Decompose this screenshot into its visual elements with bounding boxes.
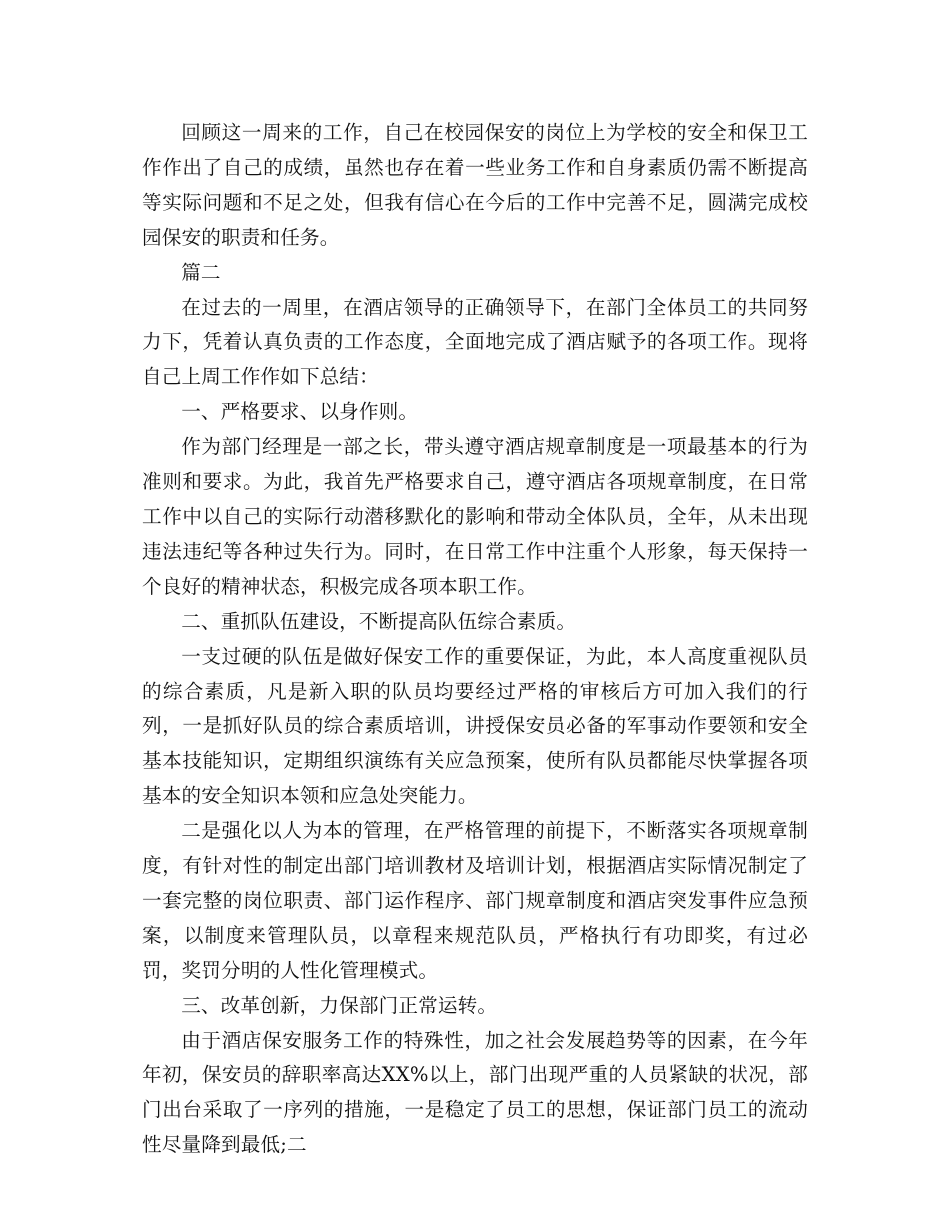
heading-strict-requirements: 一、严格要求、以身作则。	[181, 400, 419, 424]
paragraph-team-quality: 一支过硬的队伍是做好保安工作的重要保证，为此，本人高度重视队员的综合素质，凡是新入职的队员均要经过严格的审核后方可加入我们的行列，一是抓好队员的综合素质培训，讲授保安员必备的军事动作要领和安全基本技能知识，定期组织演练有关应急预案，使所有队员都能尽快掌握各项基本的安全知识本领和应急处突能力。	[142, 644, 808, 808]
heading-reform-innovation: 三、改革创新，力保部门正常运转。	[181, 993, 498, 1017]
paragraph-review-week: 回顾这一周来的工作，自己在校园保安的岗位上为学校的安全和保卫工作作出了自己的成绩，虽然也存在着一些业务工作和自身素质仍需不断提高等实际问题和不足之处，但我有信心在今后的工作中完善不足，圆满完成校园保安的职责和任务。	[142, 121, 808, 249]
paragraph-intro-summary: 在过去的一周里，在酒店领导的正确领导下，在部门全体员工的共同努力下，凭着认真负责的工作态度，全面地完成了酒店赋予的各项工作。现将自己上周工作作如下总结：	[142, 295, 808, 389]
document-body	[142, 116, 808, 1163]
paragraph-special-nature: 由于酒店保安服务工作的特殊性，加之社会发展趋势等的因素，在今年年初，保安员的辞职率高达XX%以上，部门出现严重的人员紧缺的状况，部门出台采取了一序列的措施，一是稳定了员工的思想，保证部门员工的流动性尽量降到最低;二	[142, 1028, 808, 1157]
paragraph-department-manager: 作为部门经理是一部之长，带头遵守酒店规章制度是一项最基本的行为准则和要求。为此，我首先严格要求自己，遵守酒店各项规章制度，在日常工作中以自己的实际行动潜移默化的影响和带动全体队员，全年，从未出现违法违纪等各种过失行为。同时，在日常工作中注重个人形象，每天保持一个良好的精神状态，积极完成各项本职工作。	[142, 435, 808, 598]
heading-team-building: 二、重抓队伍建设，不断提高队伍综合素质。	[181, 609, 577, 633]
section-heading-part-two: 篇二	[181, 260, 221, 284]
paragraph-people-oriented-management: 二是强化以人为本的管理，在严格管理的前提下，不断落实各项规章制度，有针对性的制定出部门培训教材及培训计划，根据酒店实际情况制定了一套完整的岗位职责、部门运作程序、部门规章制度和酒店突发事件应急预案，以制度来管理队员，以章程来规范队员，严格执行有功即奖，有过必罚，奖罚分明的人性化管理模式。	[142, 819, 808, 982]
